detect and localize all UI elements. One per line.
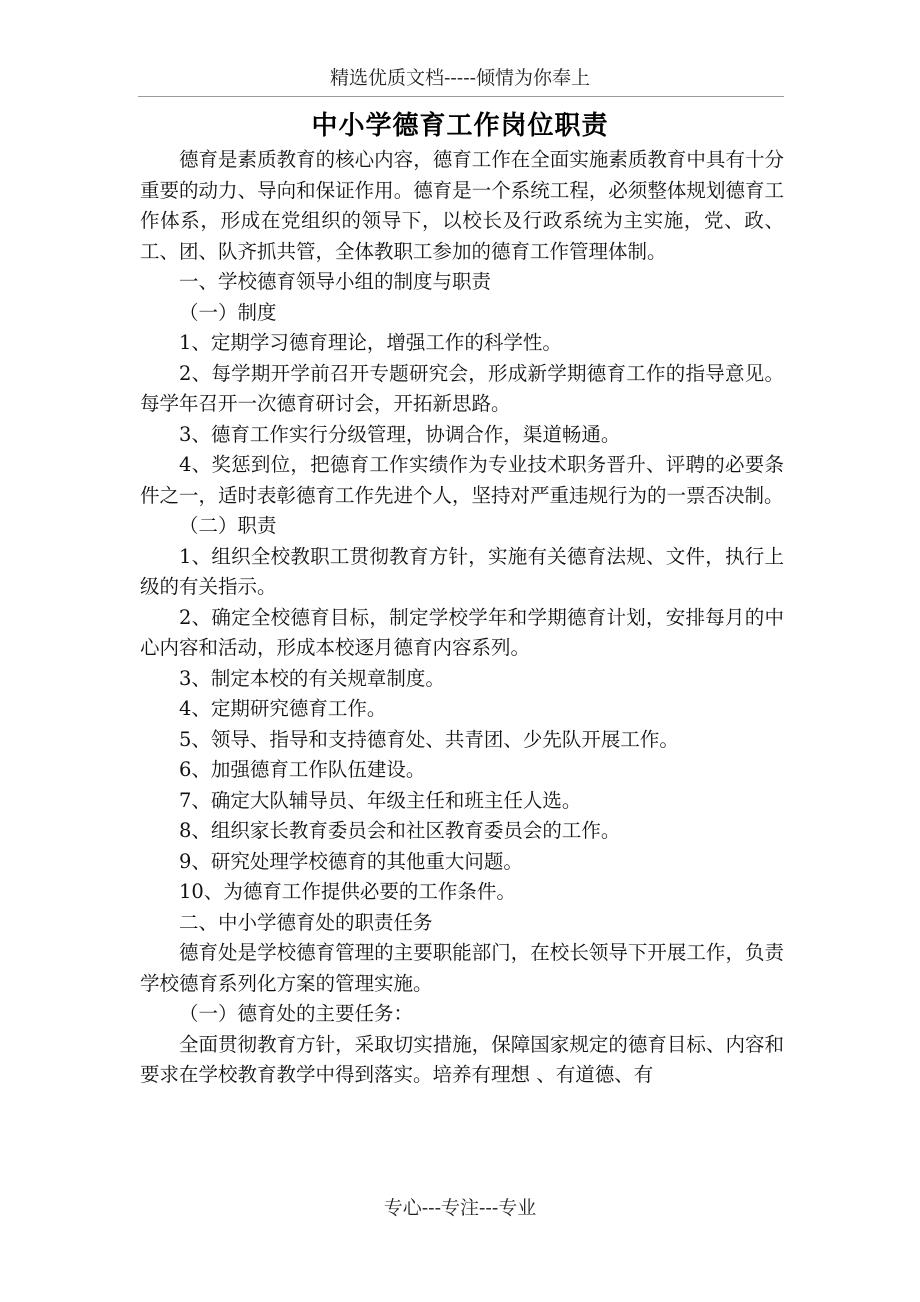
list-item: 1、组织全校教职工贯彻教育方针，实施有关德育法规、文件，执行上级的有关指示。 <box>140 544 784 598</box>
subsection-heading-duties: （二）职责 <box>179 514 277 537</box>
paragraph-intro: 德育是素质教育的核心内容，德育工作在全面实施素质教育中具有十分重要的动力、导向和保证作用。德育是一个系统工程，必须整体规划德育工作体系，形成在党组织的领导下，以校长及行政系统为主实施，党、政、工、团、队齐抓共管，全体教职工参加的德育工作管理体制。 <box>140 148 784 263</box>
list-item: 5、领导、指导和支持德育处、共青团、少先队开展工作。 <box>179 727 679 751</box>
page-footer: 专心---专注---专业 <box>383 1197 537 1219</box>
list-item: 4、奖惩到位，把德育工作实绩作为专业技术职务晋升、评聘的必要条件之一，适时表彰德育工作先进个人，坚持对严重违规行为的一票否决制。 <box>140 453 784 507</box>
list-item: 4、定期研究德育工作。 <box>179 697 387 720</box>
list-item: 1、定期学习德育理论，增强工作的科学性。 <box>179 331 562 354</box>
paragraph-office-intro: 德育处是学校德育管理的主要职能部门，在校长领导下开展工作，负责学校德育系列化方案的管理实施。 <box>140 941 784 995</box>
list-item: 2、确定全校德育目标，制定学校学年和学期德育计划，安排每月的中心内容和活动，形成本校逐月德育内容系列。 <box>140 605 784 659</box>
list-item: 3、制定本校的有关规章制度。 <box>179 666 445 690</box>
subsection-heading-tasks: （一）德育处的主要任务： <box>179 1002 414 1025</box>
list-item: 8、组织家长教育委员会和社区教育委员会的工作。 <box>179 819 621 842</box>
header-divider <box>138 96 784 97</box>
section-heading-2: 二、中小学德育处的职责任务 <box>179 910 433 934</box>
list-item: 2、每学期开学前召开专题研究会，形成新学期德育工作的指导意见。每学年召开一次德育研讨会，开拓新思路。 <box>140 361 784 415</box>
list-item: 3、德育工作实行分级管理，协调合作，渠道畅通。 <box>179 422 621 446</box>
document-title: 中小学德育工作岗位职责 <box>311 111 609 141</box>
list-item: 9、研究处理学校德育的其他重大问题。 <box>179 849 523 873</box>
document-body <box>140 145 784 1091</box>
subsection-heading-system: （一）制度 <box>179 300 277 324</box>
paragraph-tasks: 全面贯彻教育方针，采取切实措施，保障国家规定的德育目标、内容和要求在学校教育教学中得到落实。培养有理想 、有道德、有 <box>140 1032 784 1086</box>
section-heading-1: 一、学校德育领导小组的制度与职责 <box>179 270 492 293</box>
list-item: 6、加强德育工作队伍建设。 <box>179 758 426 781</box>
list-item: 10、为德育工作提供必要的工作条件。 <box>179 880 516 903</box>
list-item: 7、确定大队辅导员、年级主任和班主任人选。 <box>179 788 582 812</box>
page-header: 精选优质文档-----倾情为你奉上 <box>329 67 591 89</box>
